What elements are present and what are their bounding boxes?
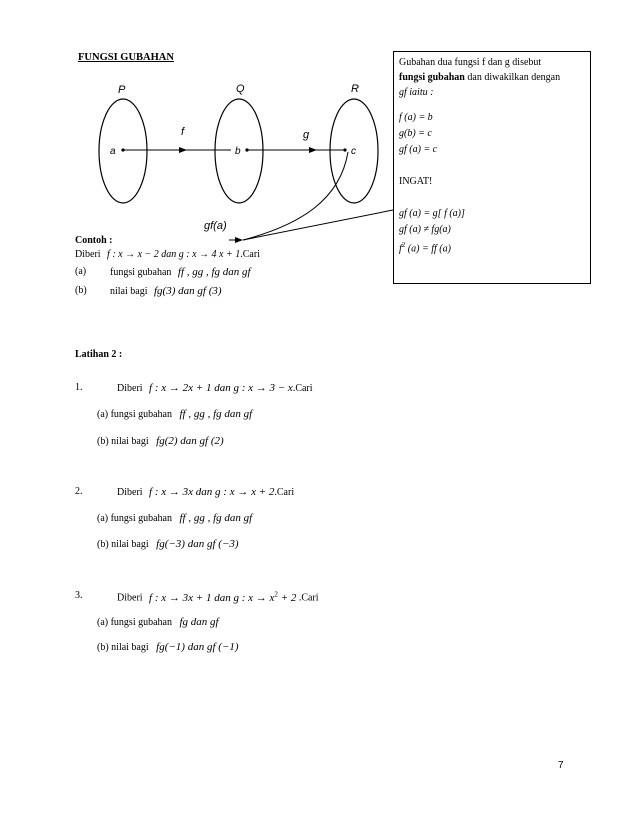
item-2-given <box>117 486 294 498</box>
item-3-b <box>97 641 239 653</box>
item-3-given <box>117 590 319 604</box>
point-a-label: a <box>110 146 116 157</box>
item-3-a-expr: fg dan gf <box>179 616 219 628</box>
item-2-a-text: (a) fungsi gubahan <box>97 513 172 524</box>
info-term-bold: fungsi gubahan <box>399 72 465 83</box>
item-1-given <box>117 382 313 394</box>
item-3-function-sup: 2 <box>274 590 278 598</box>
item-3-a <box>97 616 219 628</box>
info-rule-3 <box>399 241 451 254</box>
item-2-b-expr: fg(−3) dan gf (−3) <box>156 538 239 550</box>
arrow-g-label: g <box>303 129 310 141</box>
item-3-cari: .Cari <box>298 592 319 604</box>
item-3-b-expr: fg(−1) dan gf (−1) <box>156 641 239 653</box>
item-1-a-text: (a) fungsi gubahan <box>97 409 172 420</box>
item-3-diberi: Diberi <box>117 592 143 604</box>
arrow-f-label: f <box>181 126 185 138</box>
point-b-label: b <box>235 146 241 157</box>
composite-curve <box>243 152 348 240</box>
info-eq-2: g(b) = c <box>399 128 432 139</box>
item-2-b <box>97 538 239 550</box>
info-rule-3-rest: (a) = ff (a) <box>405 243 451 255</box>
set-r-label: R <box>351 83 359 95</box>
latihan-heading: Latihan 2 : <box>75 349 123 360</box>
info-rule-1: gf (a) = g[ f (a)] <box>399 208 465 219</box>
page-title: FUNGSI GUBAHAN <box>78 52 174 63</box>
item-2-function: f : x → 3x dan g : x → x + 2 <box>149 486 275 498</box>
item-3-function-b: + 2 <box>277 591 297 604</box>
item-2-a-expr: ff , gg , fg dan gf <box>179 512 253 524</box>
contoh-function: f : x → x − 2 dan g : x → 4 x + 1 <box>107 249 241 260</box>
info-line-1: Gubahan dua fungsi f dan g disebut <box>399 57 542 68</box>
item-3-function <box>149 592 296 604</box>
item-1-b-text: (b) nilai bagi <box>97 436 149 447</box>
item-2-a <box>97 512 252 524</box>
item-3-function-a: f : x → 3x + 1 dan g : x → x <box>149 591 275 604</box>
contoh-diberi: Diberi <box>75 249 101 260</box>
info-rule-2: gf (a) ≠ fg(a) <box>399 224 451 235</box>
info-eq-1: f (a) = b <box>399 112 433 123</box>
contoh-b-expr: fg(3) dan gf (3) <box>154 285 222 297</box>
pointer-to-box-line <box>243 210 393 240</box>
info-rule-3-sup: 2 <box>401 241 406 249</box>
set-q-label: Q <box>236 83 245 95</box>
contoh-a-label: (a) <box>75 266 87 277</box>
item-2-cari: .Cari <box>274 487 295 498</box>
contoh-b-label: (b) <box>75 285 87 296</box>
info-box <box>393 51 591 284</box>
contoh-cari: .Cari <box>240 249 260 260</box>
contoh-b-text: nilai bagi <box>110 286 148 297</box>
item-1-diberi: Diberi <box>117 383 143 394</box>
item-1-b <box>97 435 224 447</box>
item-2-diberi: Diberi <box>117 487 143 498</box>
item-1-a-expr: ff , gg , fg dan gf <box>179 408 253 420</box>
info-line-2-rest: dan diwakilkan dengan <box>464 72 561 83</box>
point-c-label: c <box>351 146 356 157</box>
set-p-label: P <box>118 84 126 96</box>
contoh-a-text: fungsi gubahan <box>110 267 172 278</box>
item-2-b-text: (b) nilai bagi <box>97 539 149 550</box>
composite-label: gf(a) <box>204 220 227 232</box>
info-line-3: gf iaitu : <box>399 87 434 98</box>
item-1-b-expr: fg(2) dan gf (2) <box>156 435 224 447</box>
item-2-number: 2. <box>75 486 83 497</box>
item-1-function: f : x → 2x + 1 dan g : x → 3 − x <box>149 382 293 394</box>
item-1-number: 1. <box>75 382 83 393</box>
info-eq-3: gf (a) = c <box>399 144 438 155</box>
info-ingat: INGAT! <box>399 176 433 187</box>
info-line-2 <box>399 72 560 83</box>
item-1-cari: .Cari <box>292 383 313 394</box>
item-3-b-text: (b) nilai bagi <box>97 642 149 653</box>
contoh-a-row <box>110 266 251 278</box>
page-number: 7 <box>558 760 564 771</box>
item-1-a <box>97 408 252 420</box>
info-rule-3-f: f <box>399 243 402 255</box>
contoh-b-row <box>110 285 222 297</box>
contoh-heading: Contoh : <box>75 235 113 246</box>
item-3-a-text: (a) fungsi gubahan <box>97 617 172 628</box>
item-3-number: 3. <box>75 590 83 601</box>
contoh-a-expr: ff , gg , fg dan gf <box>177 266 251 278</box>
contoh-given <box>75 249 260 260</box>
